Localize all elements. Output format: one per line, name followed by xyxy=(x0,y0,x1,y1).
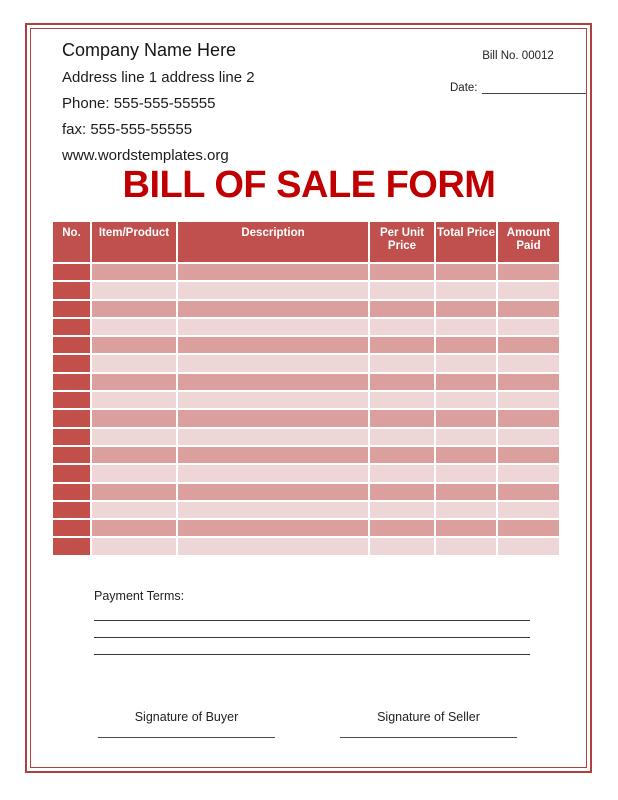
table-cell-no[interactable] xyxy=(53,282,90,298)
signature-buyer-line[interactable] xyxy=(98,724,275,738)
signature-seller-label: Signature of Seller xyxy=(377,710,480,724)
table-cell[interactable] xyxy=(436,282,496,298)
table-row xyxy=(53,282,559,298)
table-cell-no[interactable] xyxy=(53,502,90,518)
table-row xyxy=(53,520,559,536)
table-cell[interactable] xyxy=(498,319,559,335)
table-cell-no[interactable] xyxy=(53,538,90,554)
table-cell[interactable] xyxy=(178,502,368,518)
table-cell[interactable] xyxy=(178,337,368,353)
table-cell[interactable] xyxy=(370,337,434,353)
table-cell[interactable] xyxy=(178,301,368,317)
table-cell[interactable] xyxy=(498,520,559,536)
table-cell[interactable] xyxy=(92,520,176,536)
table-cell[interactable] xyxy=(436,374,496,390)
table-cell[interactable] xyxy=(436,502,496,518)
payment-terms-block xyxy=(94,588,530,655)
table-cell-no[interactable] xyxy=(53,484,90,500)
table-cell[interactable] xyxy=(178,520,368,536)
signature-buyer-block xyxy=(98,710,275,738)
table-cell[interactable] xyxy=(498,538,559,554)
company-name: Company Name Here xyxy=(62,40,237,60)
table-cell-no[interactable] xyxy=(53,465,90,481)
date-fill-line[interactable] xyxy=(482,81,587,94)
company-block xyxy=(62,38,255,169)
table-cell[interactable] xyxy=(370,538,434,554)
company-fax: fax: 555-555-55555 xyxy=(62,121,193,138)
table-row xyxy=(53,502,559,518)
table-cell[interactable] xyxy=(436,264,496,280)
table-cell-no[interactable] xyxy=(53,392,90,408)
table-cell-no[interactable] xyxy=(53,337,90,353)
table-row xyxy=(53,447,559,463)
table-cell[interactable] xyxy=(92,447,176,463)
table-row xyxy=(53,465,559,481)
table-header-cell-description: Description xyxy=(178,222,368,262)
table-cell[interactable] xyxy=(370,429,434,445)
table-cell[interactable] xyxy=(370,264,434,280)
company-phone: Phone: 555-555-55555 xyxy=(62,95,216,112)
table-cell[interactable] xyxy=(178,282,368,298)
table-cell[interactable] xyxy=(436,337,496,353)
table-cell[interactable] xyxy=(436,355,496,371)
table-header-cell-total-price: Total Price xyxy=(436,222,496,262)
table-cell[interactable] xyxy=(498,429,559,445)
table-row xyxy=(53,429,559,445)
table-cell-no[interactable] xyxy=(53,374,90,390)
table-cell[interactable] xyxy=(178,429,368,445)
signature-buyer-label: Signature of Buyer xyxy=(134,710,239,724)
table-cell[interactable] xyxy=(498,502,559,518)
table-cell[interactable] xyxy=(178,447,368,463)
table-cell[interactable] xyxy=(436,484,496,500)
table-cell[interactable] xyxy=(498,374,559,390)
table-cell[interactable] xyxy=(178,319,368,335)
table-cell[interactable] xyxy=(178,374,368,390)
table-cell-no[interactable] xyxy=(53,520,90,536)
table-cell[interactable] xyxy=(178,392,368,408)
table-cell[interactable] xyxy=(436,301,496,317)
table-cell[interactable] xyxy=(370,319,434,335)
table-cell[interactable] xyxy=(436,447,496,463)
table-cell[interactable] xyxy=(498,465,559,481)
payment-terms-line[interactable] xyxy=(94,638,530,655)
payment-terms-line[interactable] xyxy=(94,604,530,621)
bill-date-block xyxy=(450,50,586,94)
table-cell[interactable] xyxy=(498,410,559,426)
table-row xyxy=(53,301,559,317)
table-cell[interactable] xyxy=(92,392,176,408)
items-table xyxy=(53,222,559,555)
table-cell[interactable] xyxy=(370,301,434,317)
table-cell[interactable] xyxy=(370,282,434,298)
table-cell[interactable] xyxy=(498,355,559,371)
table-cell[interactable] xyxy=(370,465,434,481)
table-cell[interactable] xyxy=(178,538,368,554)
table-cell[interactable] xyxy=(370,502,434,518)
table-cell[interactable] xyxy=(436,429,496,445)
date-label: Date: xyxy=(450,82,478,94)
table-cell[interactable] xyxy=(92,337,176,353)
table-cell-no[interactable] xyxy=(53,429,90,445)
table-cell[interactable] xyxy=(92,502,176,518)
table-cell[interactable] xyxy=(498,301,559,317)
table-header-row xyxy=(53,222,559,262)
payment-terms-label: Payment Terms: xyxy=(94,589,185,603)
bill-number: Bill No. 00012 xyxy=(482,50,554,62)
table-cell[interactable] xyxy=(498,337,559,353)
table-cell[interactable] xyxy=(370,520,434,536)
table-cell[interactable] xyxy=(92,538,176,554)
table-cell[interactable] xyxy=(92,374,176,390)
table-cell[interactable] xyxy=(92,264,176,280)
table-cell-no[interactable] xyxy=(53,301,90,317)
payment-terms-line[interactable] xyxy=(94,621,530,638)
table-cell[interactable] xyxy=(92,355,176,371)
table-body xyxy=(53,264,559,555)
table-cell[interactable] xyxy=(498,447,559,463)
table-cell-no[interactable] xyxy=(53,264,90,280)
table-cell[interactable] xyxy=(92,429,176,445)
table-cell-no[interactable] xyxy=(53,447,90,463)
table-cell[interactable] xyxy=(436,319,496,335)
table-cell[interactable] xyxy=(436,538,496,554)
table-cell[interactable] xyxy=(370,392,434,408)
table-row xyxy=(53,484,559,500)
table-cell[interactable] xyxy=(370,355,434,371)
table-cell[interactable] xyxy=(92,484,176,500)
table-row xyxy=(53,264,559,280)
table-row xyxy=(53,355,559,371)
table-cell[interactable] xyxy=(436,410,496,426)
form-title: BILL OF SALE FORM xyxy=(122,164,496,206)
table-cell[interactable] xyxy=(370,447,434,463)
table-row xyxy=(53,410,559,426)
table-cell[interactable] xyxy=(92,319,176,335)
table-cell-no[interactable] xyxy=(53,355,90,371)
table-header-cell-no: No. xyxy=(53,222,90,262)
table-cell-no[interactable] xyxy=(53,319,90,335)
signature-seller-block xyxy=(340,710,517,738)
table-cell[interactable] xyxy=(370,410,434,426)
table-cell-no[interactable] xyxy=(53,410,90,426)
date-row xyxy=(450,81,586,94)
table-cell[interactable] xyxy=(498,392,559,408)
table-header-cell-amount-paid: Amount Paid xyxy=(498,222,559,262)
table-cell[interactable] xyxy=(178,410,368,426)
company-website: www.wordstemplates.org xyxy=(62,147,229,164)
table-cell[interactable] xyxy=(92,282,176,298)
table-row xyxy=(53,319,559,335)
table-cell[interactable] xyxy=(178,264,368,280)
table-cell[interactable] xyxy=(498,484,559,500)
table-cell[interactable] xyxy=(436,392,496,408)
table-cell[interactable] xyxy=(92,410,176,426)
table-row xyxy=(53,374,559,390)
table-cell[interactable] xyxy=(498,264,559,280)
payment-terms-lines xyxy=(94,604,530,655)
table-cell[interactable] xyxy=(498,282,559,298)
table-row xyxy=(53,392,559,408)
table-cell[interactable] xyxy=(178,465,368,481)
signature-seller-line[interactable] xyxy=(340,724,517,738)
table-cell[interactable] xyxy=(178,484,368,500)
table-cell[interactable] xyxy=(370,484,434,500)
table-cell[interactable] xyxy=(436,465,496,481)
table-cell[interactable] xyxy=(370,374,434,390)
table-cell[interactable] xyxy=(178,355,368,371)
table-header-cell-per-unit-price: Per Unit Price xyxy=(370,222,434,262)
table-row xyxy=(53,538,559,554)
table-row xyxy=(53,337,559,353)
table-header-cell-item: Item/Product xyxy=(92,222,176,262)
table-cell[interactable] xyxy=(92,301,176,317)
company-address: Address line 1 address line 2 xyxy=(62,69,255,86)
table-cell[interactable] xyxy=(436,520,496,536)
table-cell[interactable] xyxy=(92,465,176,481)
